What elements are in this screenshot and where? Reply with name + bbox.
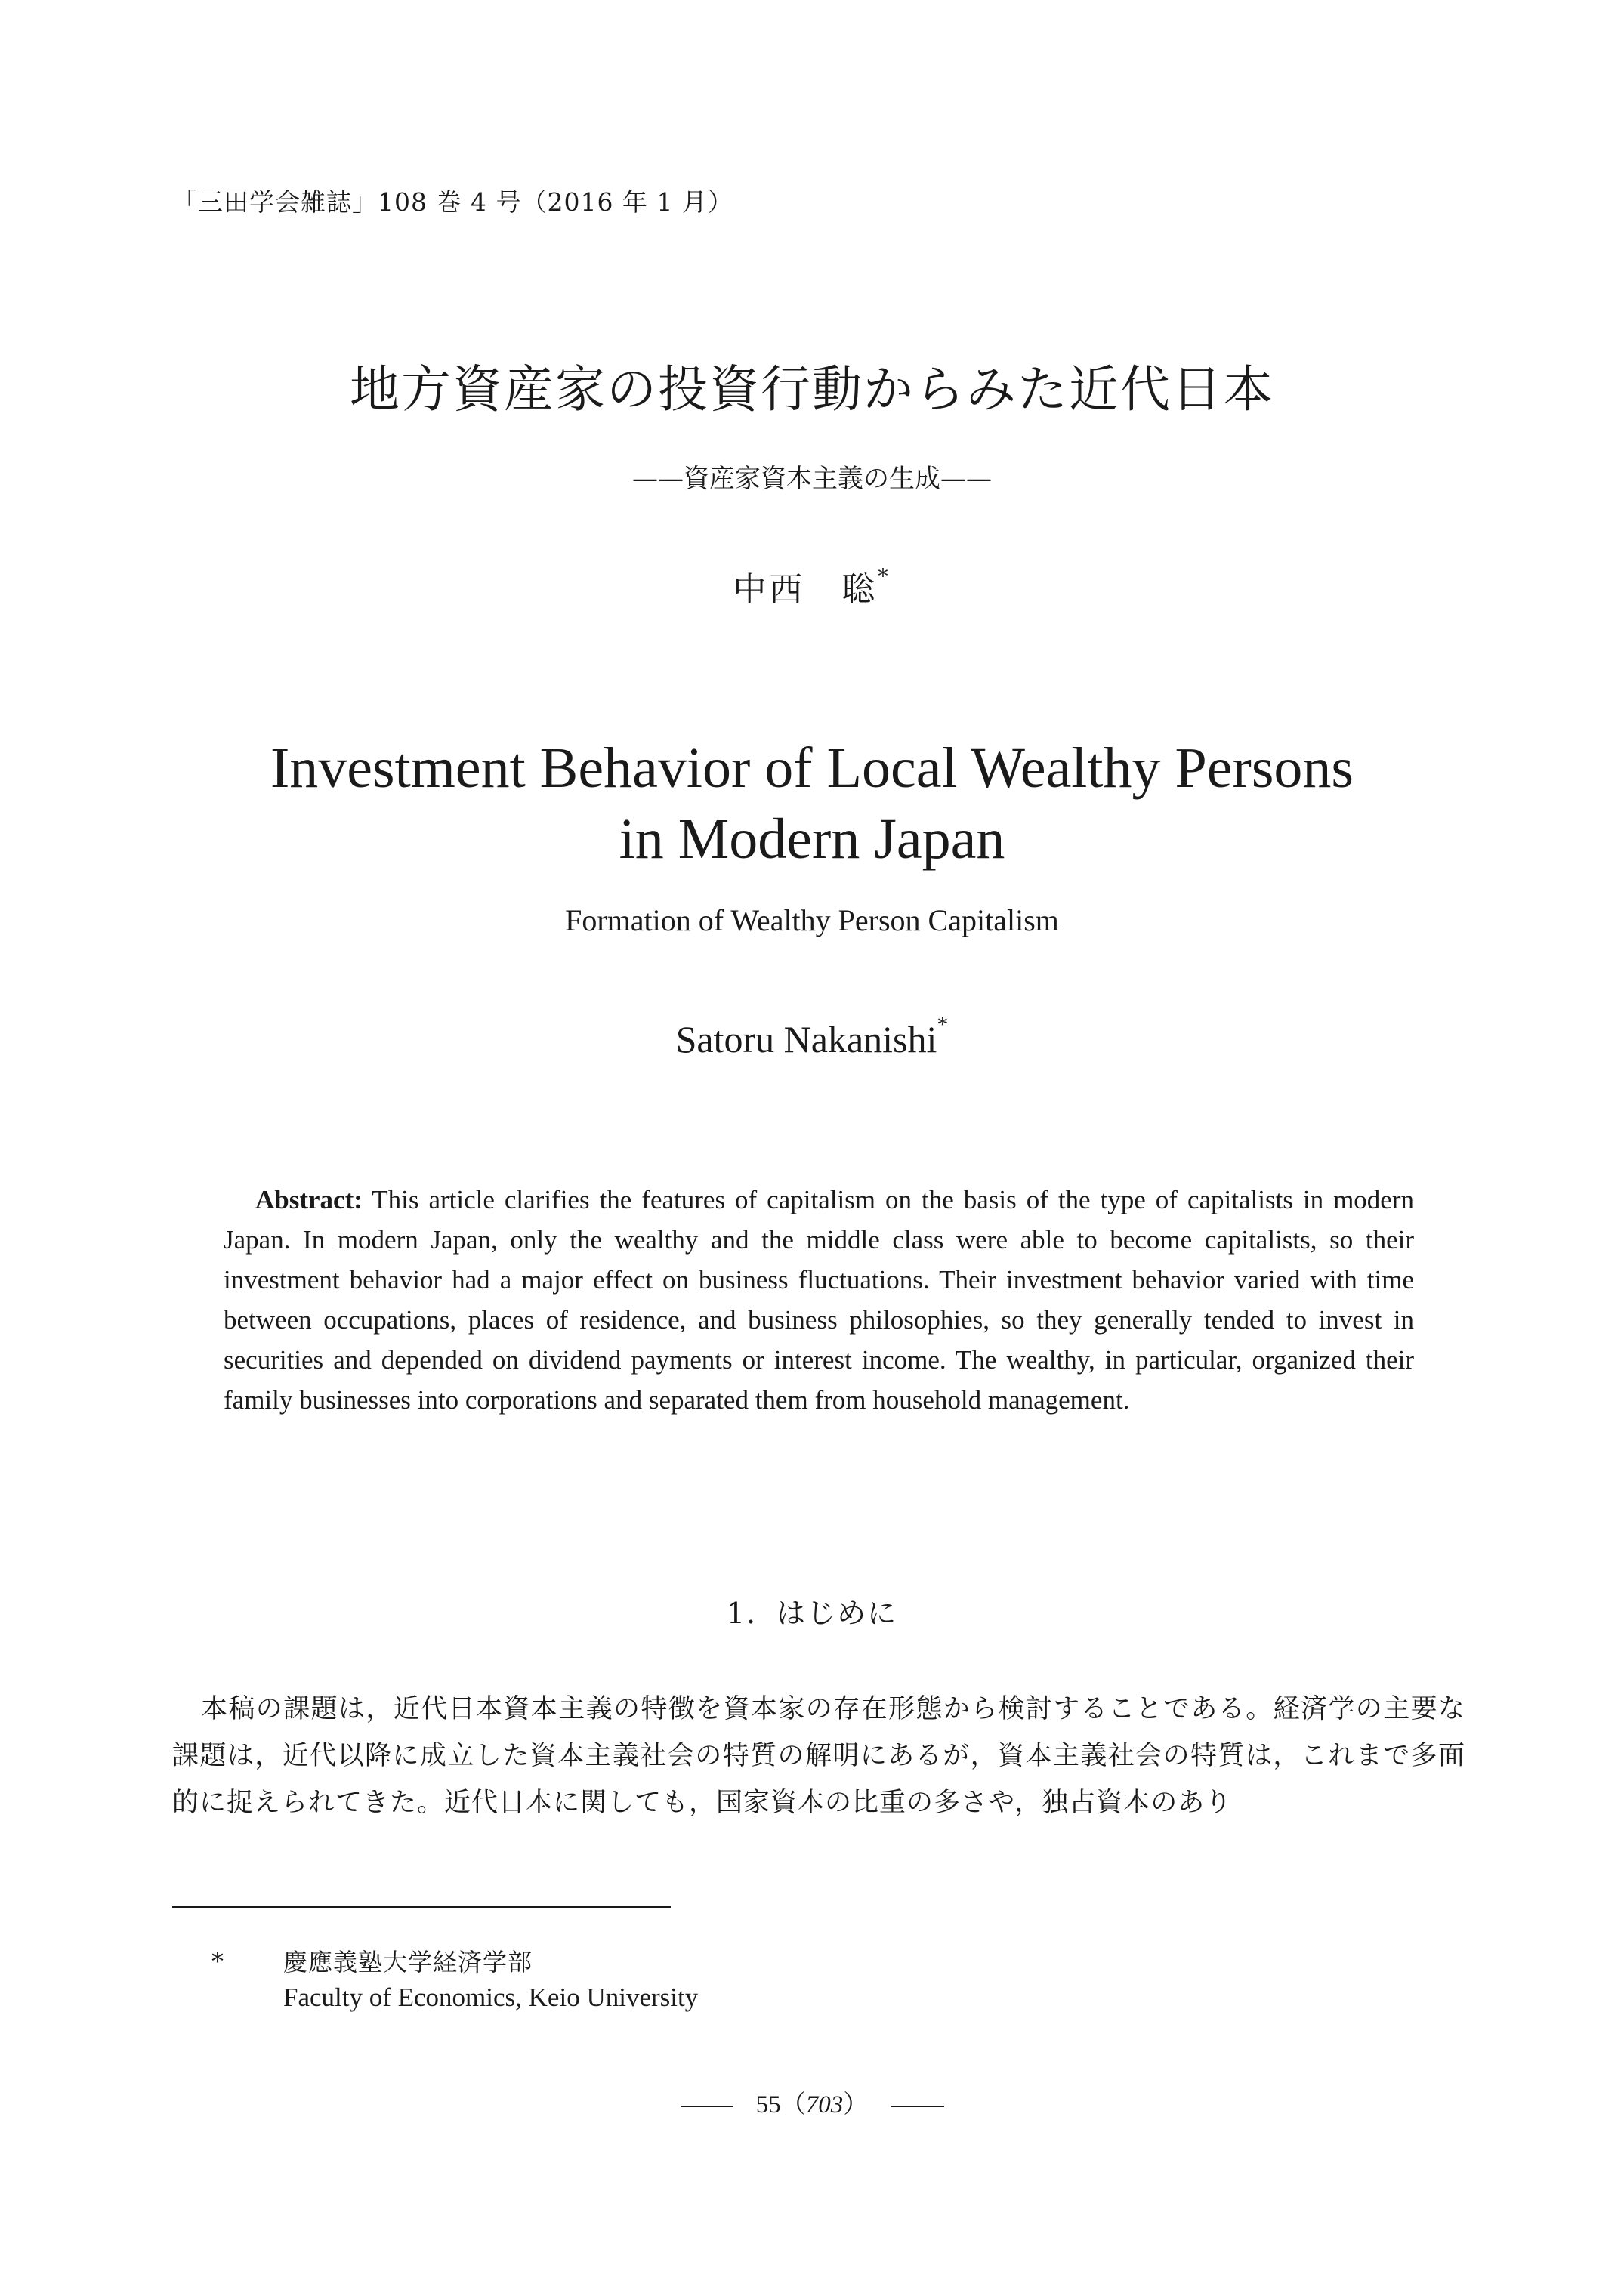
- page-total: 703: [805, 2091, 844, 2119]
- title-jp: 地方資産家の投資行動からみた近代日本: [350, 360, 1274, 418]
- page-number: 55: [755, 2091, 781, 2119]
- author-jp-name: 中西 聡: [733, 570, 878, 609]
- footer-left-dash: [681, 2106, 733, 2107]
- author-jp: [0, 562, 1624, 610]
- subtitle-en: Formation of Wealthy Person Capitalism: [565, 903, 1059, 937]
- footnote-affiliation-jp: 慶應義塾大学経済学部: [283, 1948, 533, 1977]
- footer-right-dash: [891, 2106, 944, 2107]
- footnote-affiliation-en: Faculty of Economics, Keio University: [283, 1983, 699, 2012]
- title-en: [0, 733, 1624, 875]
- footnote-mark: *: [211, 1947, 224, 1976]
- subtitle-jp: ——資産家資本主義の生成——: [632, 464, 992, 494]
- title-en-line1: Investment Behavior of Local Wealthy Persons: [270, 736, 1354, 800]
- abstract: [224, 1180, 1414, 1420]
- journal-header: 「三田学会雑誌」108 巻 4 号（2016 年 1 月）: [172, 187, 733, 217]
- abstract-text: This article clarifies the features of capitalism on the basis of the type of capitalists in modern Japan. In modern Japan, only the wealthy and the middle class were able to become capitalists, so their investment behavior had a major effect on business fluctuations. Their investment behavior varied with time between occupations, places of residence, and business philosophies, so they generally tended to invest in securities and depended on dividend payments or interest income. The wealthy, in particular, organized their family businesses into corporations and separated them from household management.: [224, 1185, 1415, 1415]
- title-en-line2: in Modern Japan: [619, 807, 1005, 871]
- section-heading: 1．はじめに: [726, 1597, 898, 1630]
- author-en-footnote-mark[interactable]: *: [937, 1012, 949, 1037]
- footnote-divider: [172, 1906, 671, 1908]
- page-footer: 55（703）: [0, 2085, 1624, 2120]
- author-en: [0, 1012, 1624, 1061]
- body-paragraph: 本稿の課題は，近代日本資本主義の特徴を資本家の存在形態から検討することである。経済学の主要な課題は，近代以降に成立した資本主義社会の特質の解明にあるが，資本主義社会の特質は，これまで多面的に捉えられてきた。近代日本に関しても，国家資本の比重の多さや，独占資本のあり: [172, 1694, 1465, 1818]
- author-en-name: Satoru Nakanishi: [675, 1018, 937, 1060]
- abstract-label: Abstract:: [255, 1185, 363, 1214]
- author-jp-footnote-mark[interactable]: *: [878, 564, 891, 588]
